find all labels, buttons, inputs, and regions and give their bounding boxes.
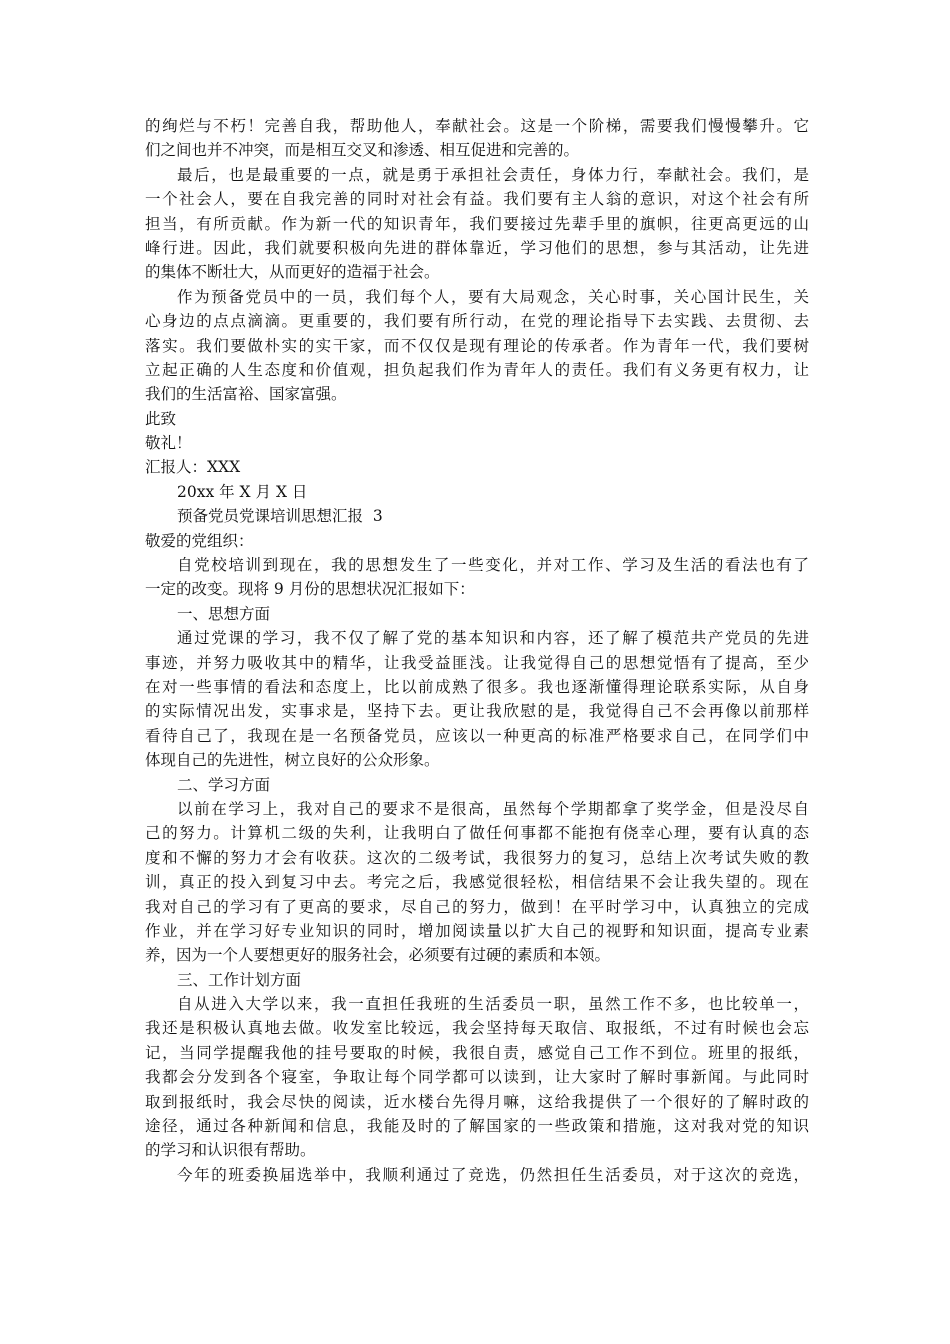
text-line: 敬爱的党组织： — [145, 531, 254, 550]
text-line: 们之间也并不冲突，而是相互交叉和渗透、相互促进和完善的。 — [145, 141, 580, 160]
text-line: 作为预备党员中的一员，我们每个人，要有大局观念，关心时事，关心国计民生，关 — [177, 287, 809, 306]
text-line: 我们的生活富裕、国家富强。 — [145, 385, 347, 404]
text-line: 记，当同学提醒我他的挂号要取的时候，我很自责，感觉自己工作不到位。班里的报纸， — [145, 1043, 809, 1062]
text-line: 己的努力。计算机二级的失利，让我明白了做任何事都不能抱有侥幸心理，要有认真的态 — [145, 824, 809, 843]
text-line: 取到报纸时，我会尽快的阅读，近水楼台先得月嘛，这给我提供了一个很好的了解时政的 — [145, 1092, 809, 1111]
text-line: 最后，也是最重要的一点，就是勇于承担社会责任，身体力行，奉献社会。我们，是 — [177, 165, 809, 184]
text-line: 心身边的点点滴滴。更重要的，我们要有所行动，在党的理论指导下去实践、去贯彻、去 — [145, 312, 809, 331]
text-line: 以前在学习上，我对自己的要求不是很高，虽然每个学期都拿了奖学金，但是没尽自 — [177, 799, 809, 818]
text-line: 训，真正的投入到复习中去。考完之后，我感觉很轻松，相信结果不会让我失望的。现在 — [145, 873, 809, 892]
text-line: 我都会分发到各个寝室，争取让每个同学都可以读到，让大家时了解时事新闻。与此同时 — [145, 1068, 809, 1087]
text-line: 的集体不断壮大，从而更好的造福于社会。 — [145, 263, 440, 282]
document-page — [145, 114, 809, 1187]
text-line: 看待自己了，我现在是一名预备党员，应该以一种更高的标准严格要求自己，在同学们中 — [145, 726, 809, 745]
text-line: 三、工作计划方面 — [177, 970, 302, 989]
text-line: 自从进入大学以来，我一直担任我班的生活委员一职，虽然工作不多，也比较单一， — [177, 995, 809, 1014]
text-line: 峰行进。因此，我们就要积极向先进的群体靠近，学习他们的思想，参与其活动，让先进 — [145, 238, 809, 257]
text-line: 的实际情况出发，实事求是，坚持下去。更让我欣慰的是，我觉得自己不会再像以前那样 — [145, 702, 809, 721]
text-line: 二、学习方面 — [177, 775, 271, 794]
text-line: 此致 — [145, 409, 177, 428]
text-line: 的学习和认识很有帮助。 — [145, 1141, 316, 1160]
text-line: 今年的班委换届选举中，我顺利通过了竞选，仍然担任生活委员，对于这次的竞选， — [177, 1165, 809, 1184]
text-line: 事迹，并努力吸收其中的精华，让我受益匪浅。让我觉得自己的思想觉悟有了提高，至少 — [145, 653, 809, 672]
text-line: 养，因为一个人要想更好的服务社会，必须要有过硬的素质和本领。 — [145, 946, 611, 965]
text-line: 20xx 年 X 月 X 日 — [177, 482, 308, 501]
text-line: 敬礼！ — [145, 434, 192, 453]
text-line: 我对自己的学习有了更高的要求，尽自己的努力，做到！在平时学习中，认真独立的完成 — [145, 897, 809, 916]
text-line: 作业，并在学习好专业知识的同时，增加阅读量以扩大自己的视野和知识面，提高专业素 — [145, 921, 809, 940]
text-line: 担当，有所贡献。作为新一代的知识青年，我们要接过先辈手里的旗帜，往更高更远的山 — [145, 214, 809, 233]
text-line: 汇报人：XXX — [145, 458, 241, 477]
text-line: 一定的改变。现将 9 月份的思想状况汇报如下： — [145, 580, 475, 599]
text-line: 一、思想方面 — [177, 604, 271, 623]
text-line: 预备党员党课培训思想汇报 3 — [177, 507, 383, 526]
text-line: 我还是积极认真地去做。收发室比较远，我会坚持每天取信、取报纸，不过有时候也会忘 — [145, 1019, 809, 1038]
text-line: 一个社会人，要在自我完善的同时对社会有益。我们要有主人翁的意识，对这个社会有所 — [145, 190, 809, 209]
text-line: 的绚烂与不朽！完善自我，帮助他人，奉献社会。这是一个阶梯，需要我们慢慢攀升。它 — [145, 117, 809, 135]
text-line: 自党校培训到现在，我的思想发生了一些变化，并对工作、学习及生活的看法也有了 — [177, 556, 809, 575]
text-line: 落实。我们要做朴实的实干家，而不仅仅是现有理论的传承者。作为青年一代，我们要树 — [145, 336, 809, 355]
text-line: 在对一些事情的看法和态度上，比以前成熟了很多。我也逐渐懂得理论联系实际，从自身 — [145, 677, 809, 696]
text-line: 立起正确的人生态度和价值观，担负起我们作为青年人的责任。我们有义务更有权力，让 — [145, 360, 809, 379]
text-line: 度和不懈的努力才会有收获。这次的二级考试，我很努力的复习，总结上次考试失败的教 — [145, 848, 809, 867]
text-line: 途径，通过各种新闻和信息，我能及时的了解国家的一些政策和措施，这对我对党的知识 — [145, 1117, 809, 1136]
text-line: 通过党课的学习，我不仅了解了党的基本知识和内容，还了解了模范共产党员的先进 — [177, 629, 809, 648]
text-line: 体现自己的先进性，树立良好的公众形象。 — [145, 751, 440, 770]
